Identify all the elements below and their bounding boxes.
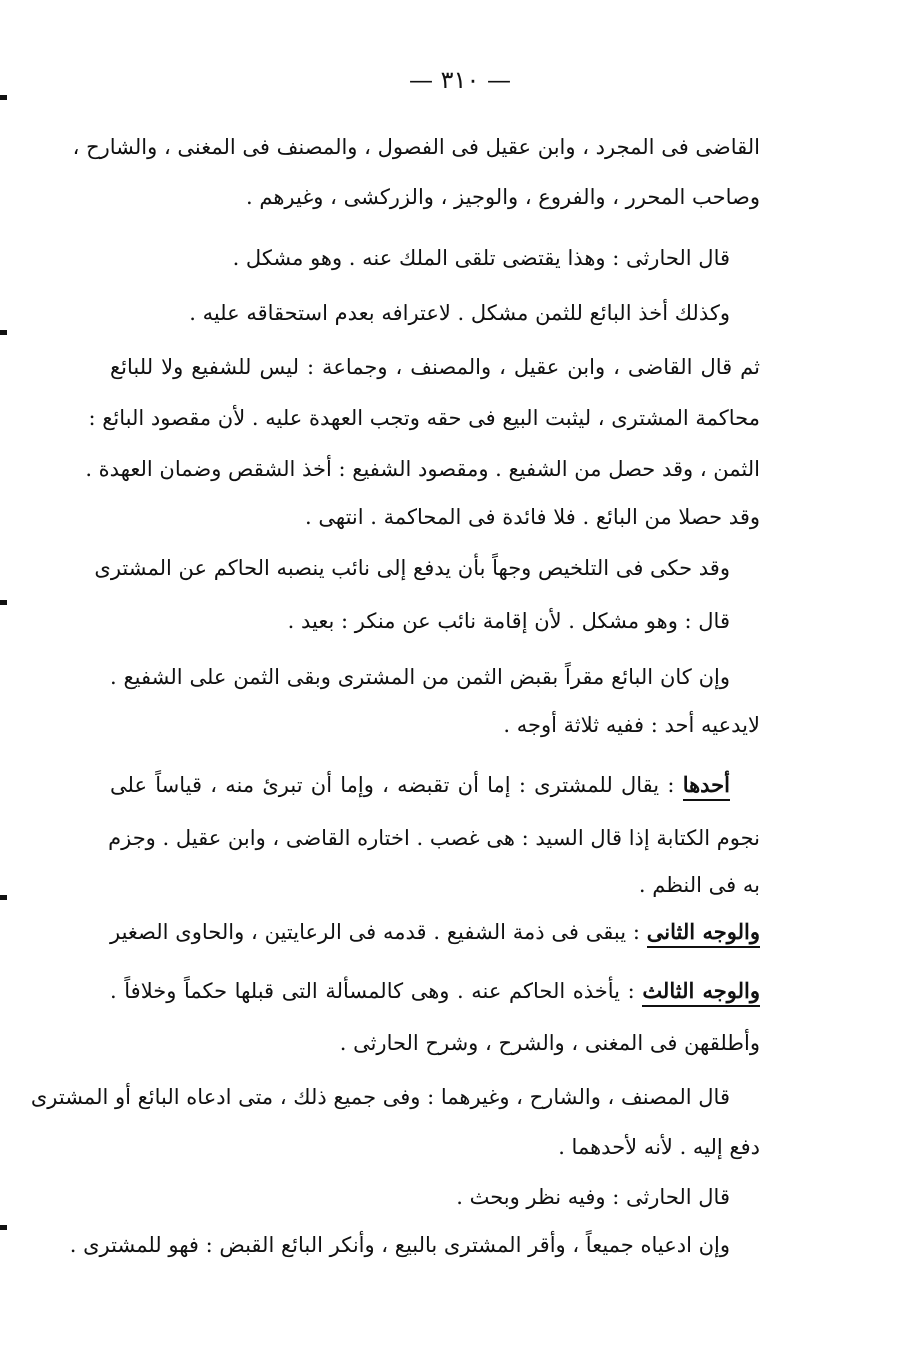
text-line — [85, 454, 760, 484]
text-line — [69, 1230, 730, 1260]
text-line — [110, 823, 760, 853]
section-heading: والوجه الثانى — [647, 919, 760, 948]
margin-mark — [0, 1225, 7, 1230]
line-text: دفع إليه . لأنه لأحدهما . — [558, 1135, 760, 1159]
text-line — [72, 132, 760, 162]
page-number: — ٣١٠ — — [409, 66, 511, 94]
text-line — [110, 182, 760, 212]
text-line — [110, 976, 760, 1006]
line-text: قال المصنف ، والشارح ، وغيرهما : وفى جميع ذلك ، متى ادعاه البائع أو المشترى — [30, 1085, 730, 1109]
text-line — [110, 1028, 760, 1058]
margin-mark — [0, 330, 7, 335]
line-text: لايدعيه أحد : ففيه ثلاثة أوجه . — [503, 713, 760, 737]
text-line — [110, 770, 730, 800]
line-text: ثم قال القاضى ، وابن عقيل ، والمصنف ، وجماعة : ليس للشفيع ولا للبائع — [110, 355, 760, 379]
text-line — [110, 243, 730, 273]
margin-mark — [0, 95, 7, 100]
line-text: به فى النظم . — [638, 873, 760, 897]
text-line — [110, 298, 730, 328]
text-line — [88, 403, 760, 433]
line-text: نجوم الكتابة إذا قال السيد : هى غصب . اختاره القاضى ، وابن عقيل . وجزم — [108, 826, 760, 850]
line-text: وأطلقهن فى المغنى ، والشرح ، وشرح الحارثى . — [339, 1031, 760, 1055]
line-text: وكذلك أخذ البائع للثمن مشكل . لاعترافه بعدم استحقاقه عليه . — [189, 301, 730, 325]
line-text: قال الحارثى : وفيه نظر وبحث . — [456, 1185, 730, 1209]
text-line — [110, 870, 760, 900]
line-text: وصاحب المحرر ، والفروع ، والوجيز ، والزركشى ، وغيرهم . — [246, 185, 760, 209]
text-line — [110, 502, 760, 532]
line-text: وقد حصلا من البائع . فلا فائدة فى المحاكمة . انتهى . — [305, 505, 760, 529]
text-line — [110, 662, 730, 692]
text-line — [30, 1082, 730, 1112]
line-text: الثمن ، وقد حصل من الشفيع . ومقصود الشفيع : أخذ الشقص وضمان العهدة . — [85, 457, 760, 481]
line-text: : يقال للمشترى : إما أن تقبضه ، وإما أن تبرئ منه ، قياساً على — [110, 773, 683, 797]
text-line — [110, 1182, 730, 1212]
margin-mark — [0, 895, 7, 900]
line-text: وقد حكى فى التلخيص وجهاً بأن يدفع إلى نائب ينصبه الحاكم عن المشترى — [94, 556, 730, 580]
margin-mark — [0, 600, 7, 605]
section-heading: أحدها — [683, 772, 730, 801]
line-text: محاكمة المشترى ، ليثبت البيع فى حقه وتجب العهدة عليه . لأن مقصود البائع : — [88, 406, 760, 430]
text-line — [110, 710, 760, 740]
text-line — [110, 917, 760, 947]
text-line — [110, 352, 760, 382]
section-heading: والوجه الثالث — [642, 978, 760, 1007]
text-line — [94, 553, 730, 583]
text-line — [110, 606, 730, 636]
line-text: وإن كان البائع مقراً بقبض الثمن من المشترى وبقى الثمن على الشفيع . — [110, 665, 730, 689]
line-text: قال الحارثى : وهذا يقتضى تلقى الملك عنه . وهو مشكل . — [232, 246, 730, 270]
line-text: : يأخذه الحاكم عنه . وهى كالمسألة التى قبلها حكماً وخلافاً . — [110, 979, 643, 1003]
line-text: القاضى فى المجرد ، وابن عقيل فى الفصول ، والمصنف فى المغنى ، والشارح ، — [72, 135, 760, 159]
text-line — [110, 1132, 760, 1162]
line-text: : يبقى فى ذمة الشفيع . قدمه فى الرعايتين ، والحاوى الصغير — [110, 920, 647, 944]
line-text: قال : وهو مشكل . لأن إقامة نائب عن منكر : بعيد . — [287, 609, 730, 633]
line-text: وإن ادعياه جميعاً ، وأقر المشترى بالبيع ، وأنكر البائع القبض : فهو للمشترى . — [69, 1233, 730, 1257]
